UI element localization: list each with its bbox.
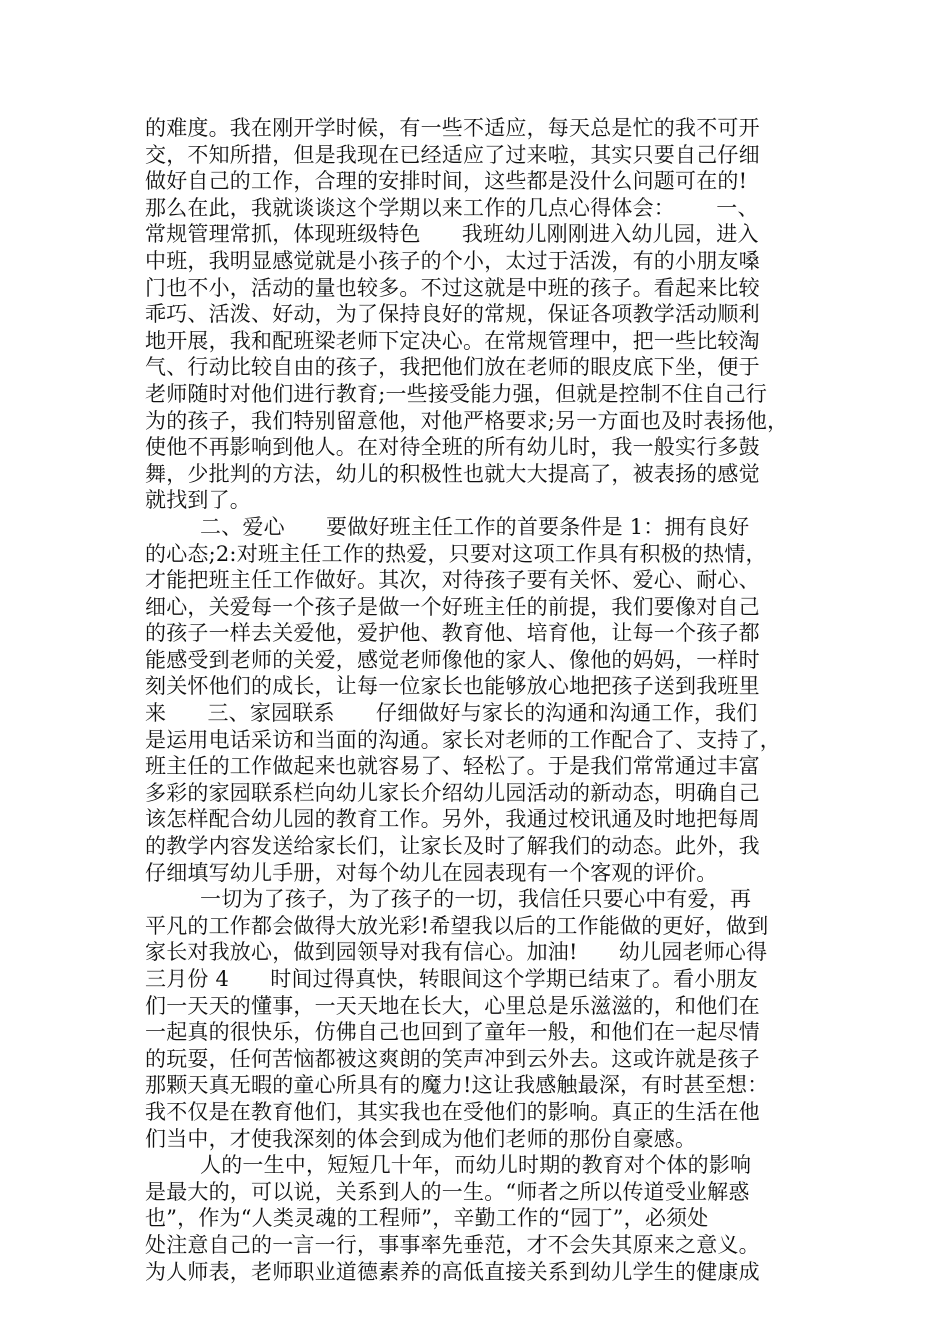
text-line: 能感受到老师的关爱，感觉老师像他的家人、像他的妈妈，一样时 bbox=[145, 647, 760, 672]
text-line: 来 三、家园联系 仔细做好与家长的沟通和沟通工作，我们 bbox=[145, 701, 758, 726]
text-line: 是最大的，可以说，关系到人的一生。“师者之所以传道受业解惑 bbox=[145, 1179, 750, 1204]
text-line: 的玩耍，任何苦恼都被这爽朗的笑声冲到云外去。这或许就是孩子 bbox=[145, 1046, 760, 1071]
text-line: 三月份 4 时间过得真快，转眼间这个学期已结束了。看小朋友 bbox=[145, 967, 758, 991]
text-line: 为的孩子，我们特别留意他，对他严格要求;另一方面也及时表扬他， bbox=[145, 408, 789, 433]
text-line: 就找到了。 bbox=[145, 488, 251, 513]
text-line: 一切为了孩子，为了孩子的一切，我信任只要心中有爱，再 bbox=[145, 887, 752, 912]
text-line: 那颗天真无暇的童心所具有的魔力!这让我感触最深，有时甚至想： bbox=[145, 1073, 769, 1098]
text-line: 一起真的很快乐，仿佛自己也回到了童年一般，和他们在一起尽情 bbox=[145, 1020, 760, 1045]
text-line: 二、爱心 要做好班主任工作的首要条件是 1：拥有良好 bbox=[145, 514, 750, 539]
text-line: 也”，作为“人类灵魂的工程师”，辛勤工作的“园丁”，必须处 bbox=[145, 1206, 709, 1231]
text-line: 我不仅是在教育他们，其实我也在受他们的影响。真正的生活在他 bbox=[145, 1099, 760, 1124]
text-line: 交，不知所措，但是我现在已经适应了过来啦，其实只要自己仔细 bbox=[145, 142, 760, 167]
text-line: 乖巧、活泼、好动，为了保持良好的常规，保证各项教学活动顺利 bbox=[145, 302, 760, 327]
text-line: 老师随时对他们进行教育;一些接受能力强，但就是控制不住自己行 bbox=[145, 381, 768, 406]
text-line: 舞，少批判的方法，幼儿的积极性也就大大提高了，被表扬的感觉 bbox=[145, 461, 760, 486]
text-line: 的难度。我在刚开学时候，有一些不适应，每天总是忙的我不可开 bbox=[145, 116, 760, 140]
text-line: 是运用电话采访和当面的沟通。家长对老师的工作配合了、支持了， bbox=[145, 727, 781, 752]
text-line: 才能把班主任工作做好。其次，对待孩子要有关怀、爱心、耐心、 bbox=[145, 568, 760, 593]
text-line: 细心，关爱每一个孩子是做一个好班主任的前提，我们要像对自己 bbox=[145, 594, 760, 619]
text-line: 那么在此，我就谈谈这个学期以来工作的几点心得体会： 一、 bbox=[145, 195, 759, 220]
text-line: 的心态;2:对班主任工作的热爱，只要对这项工作具有积极的热情， bbox=[145, 541, 767, 566]
text-line: 们当中，才使我深刻的体会到成为他们老师的那份自豪感。 bbox=[145, 1126, 697, 1151]
text-line: 该怎样配合幼儿园的教育工作。另外，我通过校讯通及时地把每周 bbox=[145, 807, 760, 832]
text-line: 的孩子一样去关爱他，爱护他、教育他、培育他，让每一个孩子都 bbox=[145, 621, 760, 646]
text-line: 使他不再影响到他人。在对待全班的所有幼儿时，我一般实行多鼓 bbox=[145, 435, 760, 460]
text-line: 为人师表，老师职业道德素养的高低直接关系到幼儿学生的健康成 bbox=[145, 1259, 760, 1284]
text-line: 做好自己的工作，合理的安排时间，这些都是没什么问题可在的! bbox=[145, 169, 748, 194]
body-text bbox=[145, 115, 810, 1285]
text-line: 地开展，我和配班梁老师下定决心。在常规管理中，把一些比较淘 bbox=[145, 328, 760, 353]
text-line: 的教学内容发送给家长们，让家长及时了解我们的动态。此外，我 bbox=[145, 834, 760, 859]
text-line: 中班，我明显感觉就是小孩子的个小，太过于活泼，有的小朋友嗓 bbox=[145, 248, 760, 273]
text-line: 处注意自己的一言一行，事事率先垂范，才不会失其原来之意义。 bbox=[145, 1232, 760, 1257]
text-line: 平凡的工作都会做得大放光彩!希望我以后的工作能做的更好，做到 bbox=[145, 913, 769, 938]
text-line: 多彩的家园联系栏向幼儿家长介绍幼儿园活动的新动态，明确自己 bbox=[145, 780, 760, 805]
text-line: 常规管理常抓，体现班级特色 我班幼儿刚刚进入幼儿园，进入 bbox=[145, 222, 759, 247]
text-line: 人的一生中，短短几十年，而幼儿时期的教育对个体的影响 bbox=[145, 1153, 752, 1178]
text-line: 们一天天的懂事，一天天地在长大，心里总是乐滋滋的，和他们在 bbox=[145, 993, 760, 1018]
text-line: 家长对我放心，做到园领导对我有信心。加油! 幼儿园老师心得 bbox=[145, 940, 768, 965]
text-line: 班主任的工作做起来也就容易了、轻松了。于是我们常常通过丰富 bbox=[145, 754, 760, 779]
text-line: 仔细填写幼儿手册，对每个幼儿在园表现有一个客观的评价。 bbox=[145, 860, 718, 885]
text-line: 气、行动比较自由的孩子，我把他们放在老师的眼皮底下坐，便于 bbox=[145, 355, 760, 380]
text-line: 刻关怀他们的成长，让每一位家长也能够放心地把孩子送到我班里 bbox=[145, 674, 760, 699]
text-line: 门也不小，活动的量也较多。不过这就是中班的孩子。看起来比较 bbox=[145, 275, 760, 300]
